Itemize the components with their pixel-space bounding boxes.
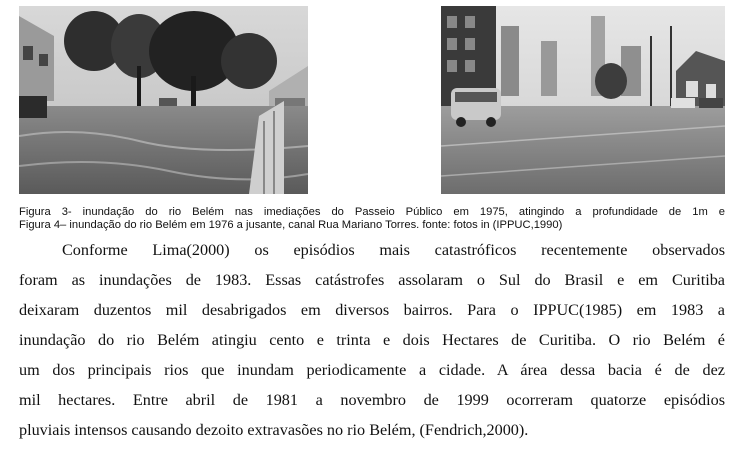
paragraph-line: mil hectares. Entre abril de 1981 a novembro de 1999 ocorreram quatorze episódios [19,391,725,409]
paragraph-line: inundação do rio Belém atingiu cento e trinta e dois Hectares de Curitiba. O rio Belém é [19,331,725,349]
paragraph-line: um dos principais rios que inundam periodicamente a cidade. A área dessa bacia é de dez [19,361,725,379]
paragraph-line: foram as inundações de 1983. Essas catástrofes assolaram o Sul do Brasil e em Curitiba [19,271,725,289]
figure-caption-4: Figura 4– inundação do rio Belém em 1976 a jusante, canal Rua Mariano Torres. fonte: fotos in (IPPUC,1990) [19,219,563,231]
paragraph-line: pluviais intensos causando dezoito extravasões no rio Belém, (Fendrich,2000). [19,421,529,439]
paragraph-line: deixaram duzentos mil desabrigados em diversos bairros. Para o IPPUC(1985) em 1983 a [19,301,725,319]
paragraph-line: Conforme Lima(2000) os episódios mais catastróficos recentemente observados [62,241,725,259]
flood-photo-1976 [441,6,725,194]
flood-photo-1975 [19,6,308,194]
figure-caption-3: Figura 3- inundação do rio Belém nas imediações do Passeio Público em 1975, atingindo a profundidade de 1m e [19,206,725,218]
